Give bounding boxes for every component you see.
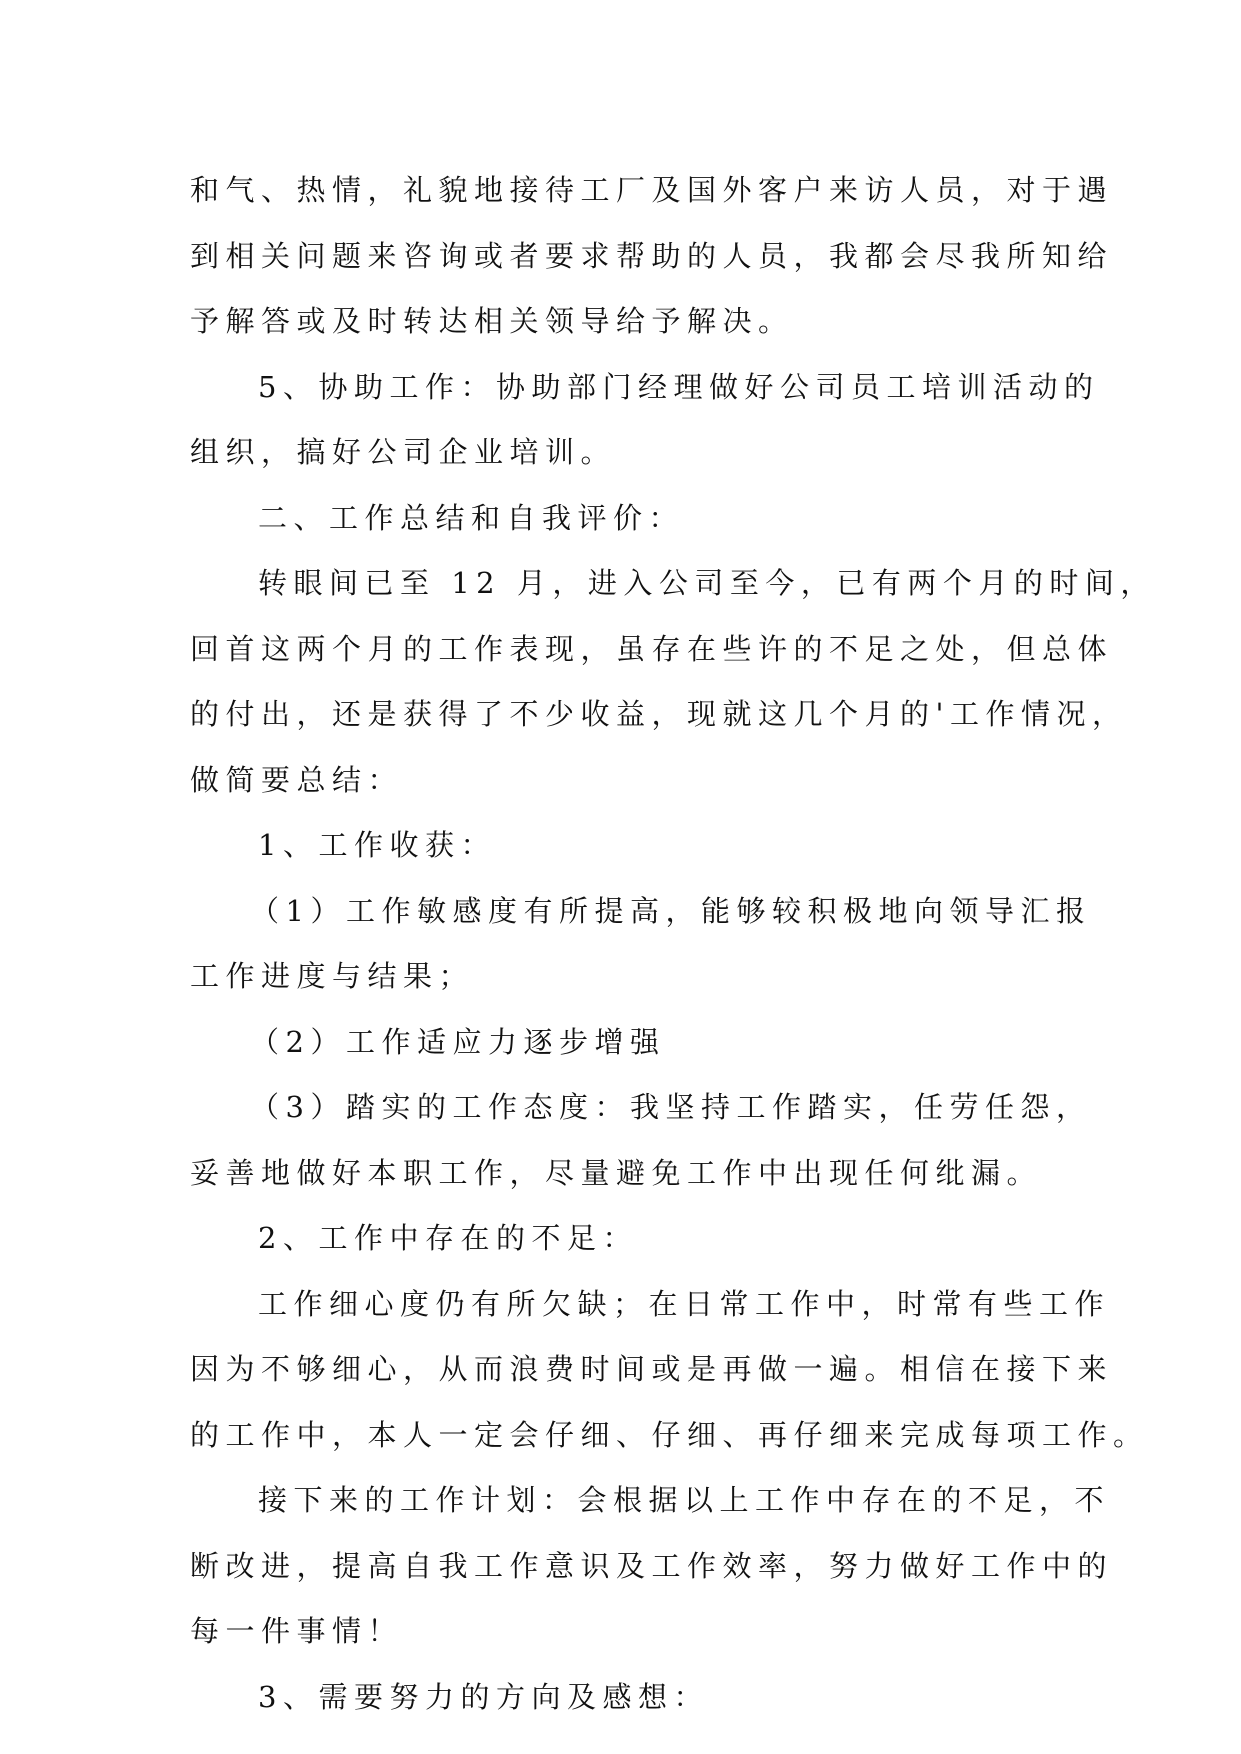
paragraph-first-line: 接下来的工作计划：会根据以上工作中存在的不足，不 [258,1483,1111,1517]
list-item: （1）工作敏感度有所提高，能够较积极地向领导汇报 [250,893,1092,928]
paragraph-first-line: 转眼间已至 12 月，进入公司至今，已有两个月的时间， [258,566,1156,600]
body-line: 到相关问题来咨询或者要求帮助的人员，我都会尽我所知给 [190,238,1114,273]
body-line: 的付出，还是获得了不少收益，现就这几个月的'工作情况， [190,697,1128,731]
body-line: 因为不够细心，从而浪费时间或是再做一遍。相信在接下来 [190,1352,1114,1386]
body-line: 和气、热情，礼貌地接待工厂及国外客户来访人员，对于遇 [190,173,1114,207]
body-line: 予解答或及时转达相关领导给予解决。 [190,304,794,338]
body-line: 组织，搞好公司企业培训。 [190,435,617,469]
document-body [190,158,1156,1730]
body-line: 妥善地做好本职工作，尽量避免工作中出现任何纰漏。 [190,1155,1043,1190]
subsection-heading: 3、需要努力的方向及感想： [258,1679,709,1714]
list-item: （2）工作适应力逐步增强 [250,1024,666,1059]
body-line: 每一件事情！ [190,1614,404,1648]
body-line: 的工作中，本人一定会仔细、仔细、再仔细来完成每项工作。 [190,1417,1149,1452]
paragraph-first-line: 工作细心度仍有所欠缺；在日常工作中，时常有些工作 [258,1286,1111,1321]
body-line: 断改进，提高自我工作意识及工作效率，努力做好工作中的 [190,1548,1114,1583]
body-line: 工作进度与结果； [190,959,475,993]
subsection-heading: 1、工作收获： [258,828,496,862]
paragraph-first-line: 5、协助工作：协助部门经理做好公司员工培训活动的 [258,369,1100,404]
body-line: 做简要总结： [190,762,404,797]
subsection-heading: 2、工作中存在的不足： [258,1221,638,1255]
section-heading: 二、工作总结和自我评价： [258,500,685,535]
body-line: 回首这两个月的工作表现，虽存在些许的不足之处，但总体 [190,631,1114,666]
list-item: （3）踏实的工作态度：我坚持工作踏实，任劳任怨， [250,1090,1092,1124]
